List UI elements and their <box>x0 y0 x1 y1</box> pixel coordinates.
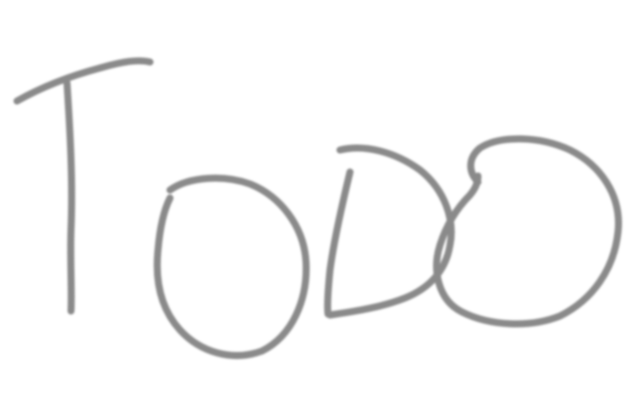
letter-o-1-loop <box>157 178 306 355</box>
letter-o-2 <box>437 139 619 324</box>
letter-t <box>17 61 150 311</box>
letter-t-stem <box>67 83 72 311</box>
letter-o-2-loop <box>437 139 619 324</box>
letter-t-crossbar <box>17 61 150 101</box>
letter-d <box>328 148 452 315</box>
letter-d-stem <box>328 172 350 314</box>
letter-o-1 <box>157 178 306 355</box>
